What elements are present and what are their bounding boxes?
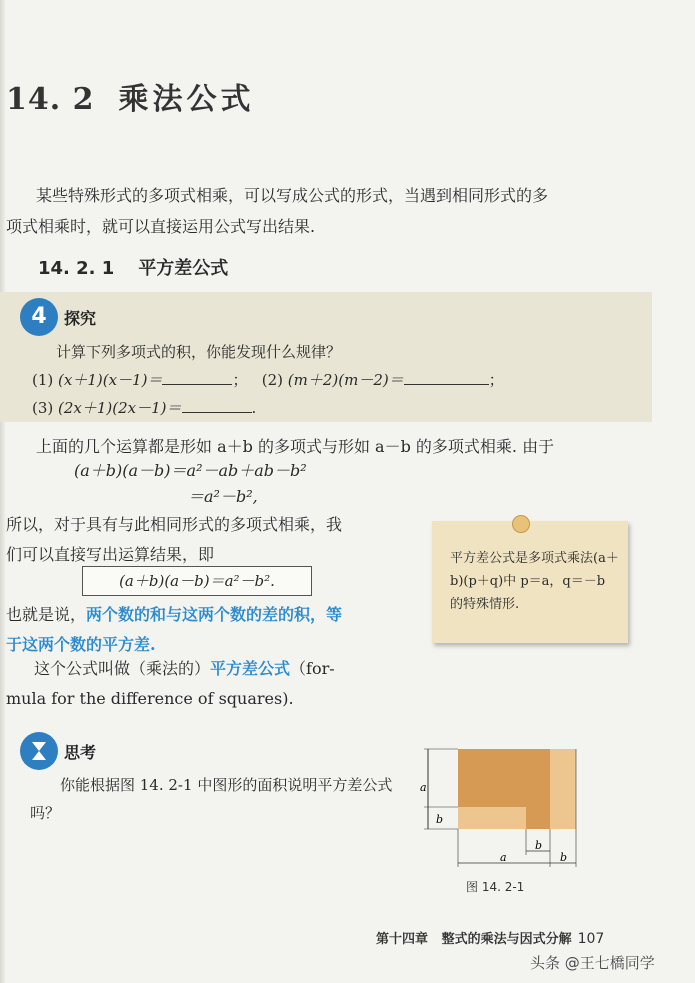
body-paragraph-1: 上面的几个运算都是形如 a＋b 的多项式与形如 a－b 的多项式相乘. 由于 [36,437,555,456]
label-b-bottom-2: b [560,851,568,864]
body-p4-line-2: mula for the difference of squares). [6,689,294,708]
item-2-blank [404,368,489,385]
boxed-formula: (a＋b)(a－b)＝a²－b². [82,566,312,596]
item-3-blank [182,396,252,413]
sticky-note [432,521,628,643]
section-number: 14. 2 [6,82,95,117]
explore-content [32,338,636,422]
body-p4-line-1 [6,654,406,684]
hourglass-icon [20,732,58,770]
equation-line-1: (a＋b)(a－b)＝a²－ab＋ab－b² [74,461,307,480]
note-text: 平方差公式是多项式乘法(a＋b)(p＋q)中 p＝a，q＝－b 的特殊情形. [450,551,619,612]
body-paragraph-2 [6,510,406,570]
label-b-left: b [436,813,444,826]
think-text [30,771,400,827]
page-footer [376,928,604,947]
think-label: 思考 [64,743,97,762]
body-paragraph-4 [6,654,406,714]
small-square-b [526,807,550,829]
explore-icon: 4 [20,298,58,336]
intro-line-1: 某些特殊形式的多项式相乘，可以写成公式的形式，当遇到相同形式的多 [36,186,549,205]
figure-caption: 图 14. 2-1 [466,880,525,894]
p4-term: 平方差公式 [210,659,291,678]
subsection-title: 平方差公式 [138,258,229,279]
p3-highlight-1: 两个数的和与这两个数的差的积，等 [86,605,343,624]
think-question: 你能根据图 14. 2-1 中图形的面积说明平方差公式吗？ [30,776,393,822]
item-2-expr: (m＋2)(m－2)＝ [287,371,404,389]
item-3-expr: (2x＋1)(2x－1)＝ [58,399,182,417]
page-number: 107 [577,931,605,947]
subsection-number: 14. 2. 1 [38,258,115,279]
pin-icon [512,515,530,533]
item-1-label: (1) [32,371,54,389]
item-3-label: (3) [32,399,54,417]
figure-14-2-1 [414,745,584,885]
explore-question: 计算下列多项式的积，你能发现什么规律？ [56,343,342,361]
page-edge [0,0,6,983]
intro-line-2: 项式相乘时，就可以直接运用公式写出结果. [6,217,316,236]
equation-line-2: ＝a²－b², [188,487,258,506]
p3-prefix: 也就是说， [6,605,87,624]
subsection-heading [38,254,228,280]
p4-suffix: （for- [290,659,335,678]
item-2-label: (2) [261,371,284,389]
item-1-blank [162,368,232,385]
explore-label: 探究 [64,309,97,328]
explore-row-2: (3) (2x＋1)(2x－1)＝ . [32,394,636,422]
body-p2-line-2: 们可以直接写出运算结果，即 [6,545,215,564]
body-paragraph-3 [6,600,406,660]
item-1-expr: (x＋1)(x－1)＝ [58,371,163,389]
section-title-label: 乘法公式 [118,82,255,117]
p3-highlight-2: 于这两个数的平方差. [6,635,156,654]
p4-prefix: 这个公式叫做（乘法的） [34,659,211,678]
body-p2-line-1: 所以，对于具有与此相同形式的多项式相乘，我 [6,515,343,534]
label-a-left: a [420,781,427,794]
watermark: 头条 @王七橋同学 [530,954,655,972]
label-b-bottom-1: b [535,839,543,852]
label-a-bottom: a [500,851,507,864]
intro-paragraph [6,180,646,242]
footer-chapter: 第十四章 [376,932,429,947]
explore-row-1: (1) (x＋1)(x－1)＝ ； (2) (m＋2)(m－2)＝ ； [32,366,636,394]
body-p3-line-1 [6,600,406,630]
section-title [6,74,255,118]
think-icon [20,732,58,770]
footer-title: 整式的乘法与因式分解 [441,932,572,947]
